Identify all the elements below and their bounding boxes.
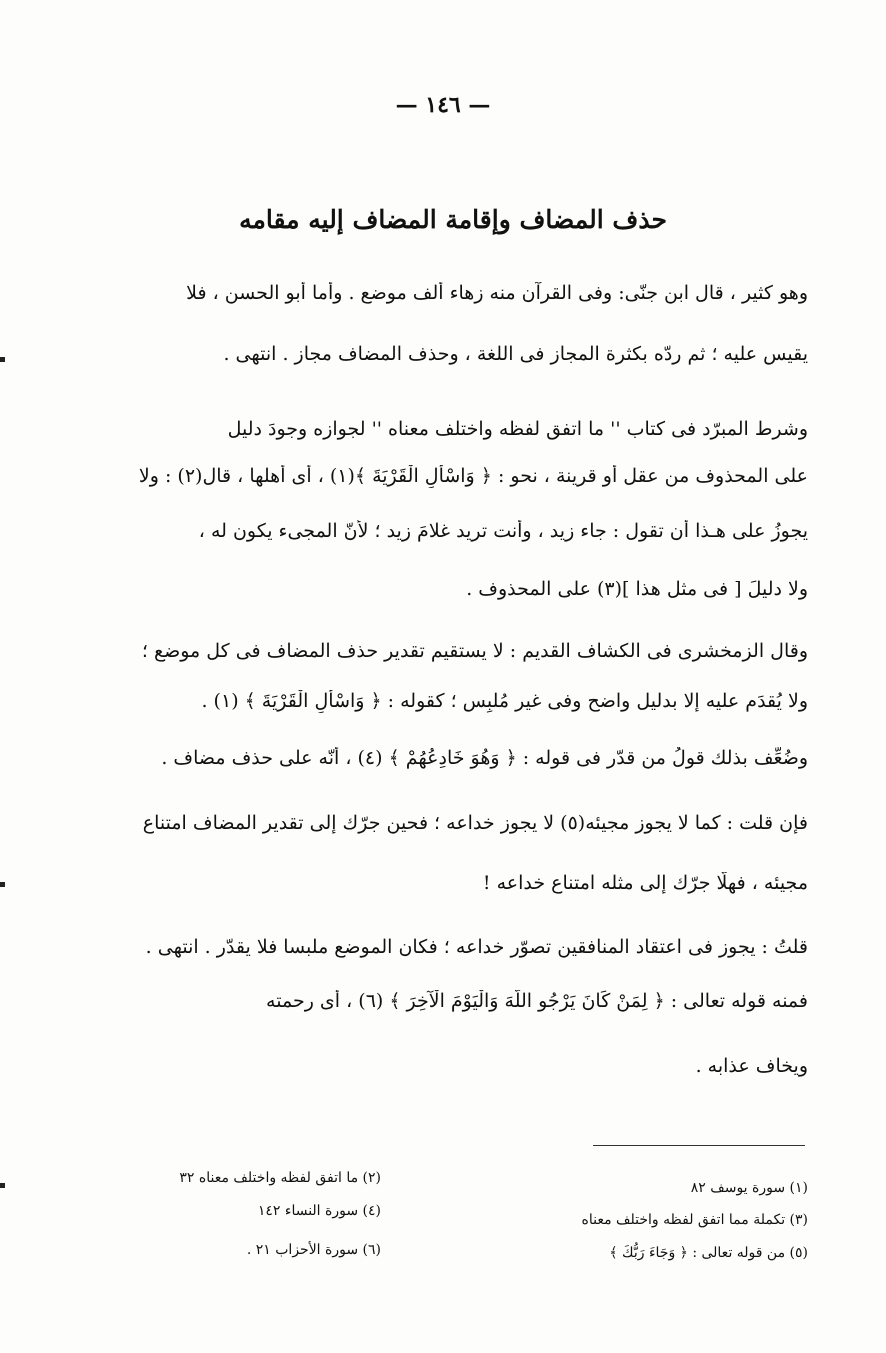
paragraph-2-line-4: ولا دليلَ [ فى مثل هذا ](٣) على المحذوف .	[466, 578, 808, 600]
paragraph-3-line-1: وقال الزمخشرى فى الكشاف القديم : لا يستقيم تقدير حذف المضاف فى كل موضع ؛	[141, 640, 808, 662]
paragraph-1-line-2: يقيس عليه ؛ ثم ردّه بكثرة المجاز فى اللغة ، وحذف المضاف مجاز . انتهى .	[223, 343, 808, 365]
margin-mark	[0, 357, 5, 362]
paragraph-3-line-3: وضُعِّف بذلك قولُ من قدّر فى قوله : ﴿ وَهُوَ خَادِعُهُمْ ﴾ (٤) ، أنّه على حذف مضاف .	[161, 747, 808, 769]
paragraph-5-line-1: قلتُ : يجوز فى اعتقاد المنافقين تصوّر خداعه ؛ فكان الموضع ملبسا فلا يقدّر . انتهى .	[145, 936, 808, 958]
footnote-6: (٦) سورة الأحزاب ٢١ .	[246, 1242, 381, 1258]
section-heading: حذف المضاف وإقامة المضاف إليه مقامه	[239, 205, 667, 234]
footnote-4: (٤) سورة النساء ١٤٢	[257, 1203, 381, 1219]
footnote-5: (٥) من قوله تعالى : ﴿ وَجَاءَ رَبُّكَ ﴾	[609, 1245, 808, 1261]
page-number: — ١٤٦ —	[395, 92, 491, 118]
paragraph-2-line-2: على المحذوف من عقل أو قرينة ، نحو : ﴿ وَاسْأَلِ الْقَرْيَةَ ﴾(١) ، أى أهلها ، قال(٢) : ولا	[138, 465, 808, 487]
paragraph-4-line-1: فإن قلت : كما لا يجوز مجيئه(٥) لا يجوز خداعه ؛ فحين جرّك إلى تقدير المضاف امتناع	[142, 812, 808, 834]
paragraph-5-line-3: ويخاف عذابه .	[695, 1055, 808, 1077]
footnote-2: (٢) ما اتفق لفظه واختلف معناه ٣٢	[179, 1170, 381, 1186]
paragraph-1-line-1: وهو كثير ، قال ابن جنّى: وفى القرآن منه زهاء ألف موضع . وأما أبو الحسن ، فلا	[186, 282, 808, 304]
paragraph-5-line-2: فمنه قوله تعالى : ﴿ لِمَنْ كَانَ يَرْجُو اللَّهَ وَالْيَوْمَ الْآخِرَ ﴾ (٦) ، أى رحمته	[266, 990, 808, 1012]
margin-mark	[0, 1183, 5, 1188]
paragraph-4-line-2: مجيئه ، فهلّا جرّك إلى مثله امتناع خداعه !	[482, 872, 808, 894]
footnote-3: (٣) تكملة مما اتفق لفظه واختلف معناه	[581, 1212, 808, 1228]
margin-mark	[0, 882, 5, 887]
paragraph-2-line-1: وشرط المبرّد فى كتاب '' ما اتفق لفظه واختلف معناه '' لجوازه وجودَ دليل	[227, 418, 808, 440]
footnote-1: (١) سورة يوسف ٨٢	[690, 1180, 808, 1196]
paragraph-2-line-3: يجوزُ على هـذا أن تقول : جاء زيد ، وأنت تريد غلامَ زيد ؛ لأنّ المجىء يكون له ،	[198, 520, 808, 542]
paragraph-3-line-2: ولا يُقدَم عليه إلا بدليل واضح وفى غير مُلبِس ؛ كقوله : ﴿ وَاسْأَلِ الْقَرْيَةَ ﴾ (١) .	[201, 690, 808, 712]
footnote-separator	[593, 1145, 805, 1146]
